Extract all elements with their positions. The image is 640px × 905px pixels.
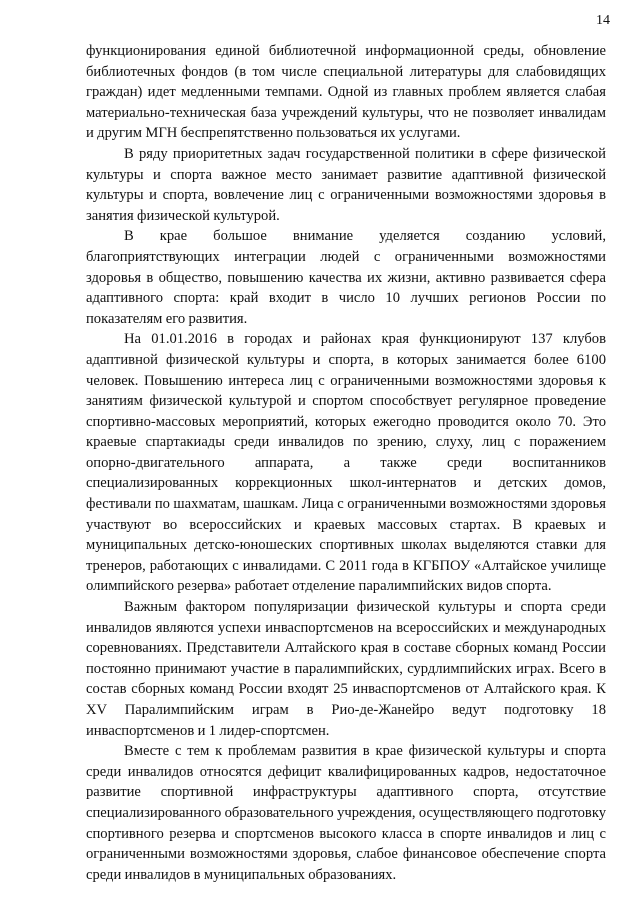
paragraph-adaptive-sport-priority: В ряду приоритетных задач государственной политики в сфере физической культуры и спорта важное место занимает развитие адаптивной физической культуры и спорта, вовлечение лиц с ограниченными возможностями здоровья в занятия физической культурой. [86, 145, 606, 224]
page-number: 14 [596, 13, 610, 28]
paragraph-integration-conditions: В крае большое внимание уделяется созданию условий, благоприятствующих интеграции людей с ограниченными возможностями здоровья в общество, повышению качества их жизни, активно развивается сфера адаптивного спорта: край входит в число 10 лучших регионов России по показателям его развития. [86, 228, 606, 327]
paragraph-library-funds: функционирования единой библиотечной информационной среды, обновление библиотечных фондов (в том числе специальной литературы для слабовидящих граждан) идет медленными темпами. Одной из главных проблем является слабая материально-техническая база учреждений культуры, что не позволяет инвалидам и другим МГН беспрепятственно пользоваться их услугами. [86, 43, 606, 142]
document-body [86, 41, 606, 885]
paragraph-development-problems: Вместе с тем к проблемам развития в крае физической культуры и спорта среди инвалидов относятся дефицит квалифицированных кадров, недостаточное развитие спортивной инфраструктуры адаптивного спорта, отсутствие специализированного образовательного учреждения, осуществляющего подготовку спортивного резерва и спортсменов высокого класса в спорте инвалидов и лиц с ограниченными возможностями здоровья, слабое финансовое обеспечение спорта среди инвалидов в муниципальных образованиях. [86, 743, 606, 883]
paragraph-adaptive-clubs: На 01.01.2016 в городах и районах края функционируют 137 клубов адаптивной физической культуры и спорта, в которых занимается более 6100 человек. Повышению интереса лиц с ограниченными возможностями здоровья к занятиям физической культурой и спортом способствует регулярное проведение спортивно-массовых мероприятий, которых ежегодно проводится около 70. Это краевые спартакиады среди инвалидов по зрению, слуху, лиц с поражением опорно-двигательного аппарата, а также среди воспитанников специализированных коррекционных школ-интернатов и детских домов, фестивали по шахматам, шашкам. Лица с ограниченными возможностями здоровья участвуют во всероссийских и краевых массовых стартах. В краевых и муниципальных детско-юношеских спортивных школах выделяются ставки для тренеров, работающих с инвалидами. С 2011 года в КГБПОУ «Алтайское училище олимпийского резерва» работает отделение паралимпийских видов спорта. [86, 331, 606, 595]
paragraph-paralympic-athletes: Важным фактором популяризации физической культуры и спорта среди инвалидов являются успехи инваспортсменов на всероссийских и международных соревнованиях. Представители Алтайского края в составе сборных команд России постоянно принимают участие в паралимпийских, сурдлимпийских играх. Всего в состав сборных команд России входят 25 инваспортсменов от Алтайского края. К XV Паралимпийским играм в Рио-де-Жанейро ведут подготовку 18 инваспортсменов и 1 лидер-спортсмен. [86, 599, 606, 739]
